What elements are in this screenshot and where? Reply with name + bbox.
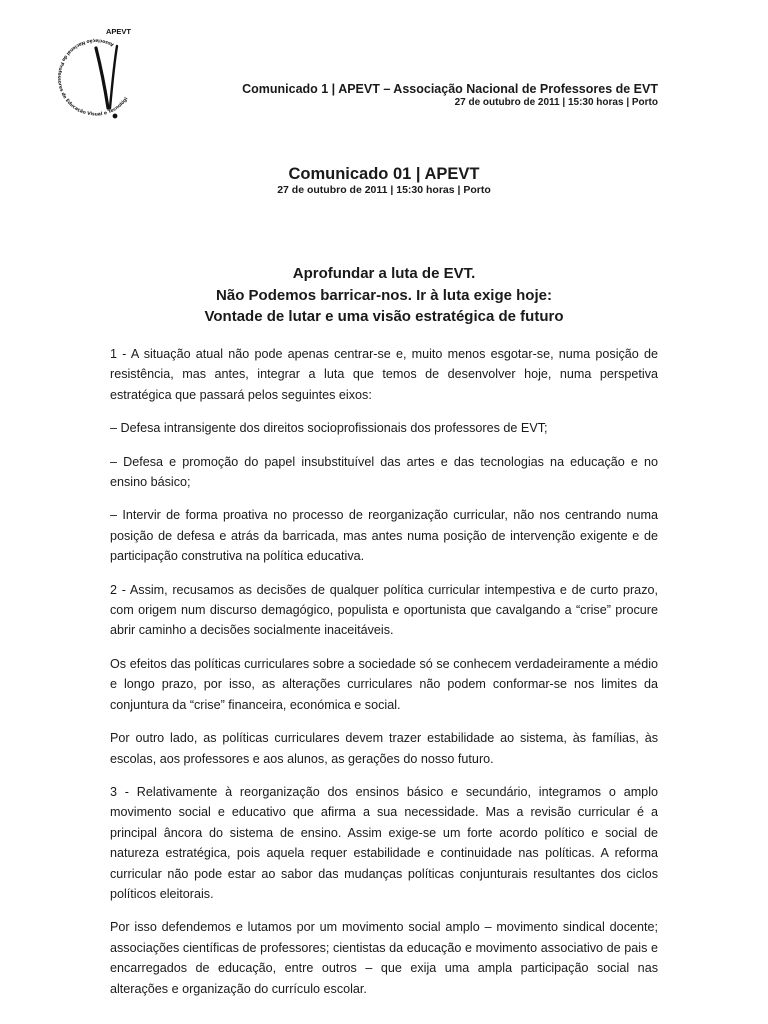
document-body (110, 344, 658, 1012)
paragraph: Por isso defendemos e lutamos por um movimento social amplo – movimento sindical docente; associações científicas de professores; cientistas da educação e movimento associativo de pais e encarregados de educação, entre outros – que exija uma ampla participação social nas alterações e organização do currículo escolar. (110, 920, 658, 996)
paragraph: Por outro lado, as políticas curriculares devem trazer estabilidade ao sistema, às famílias, às escolas, aos professores e aos alunos, as gerações do nosso futuro. (110, 731, 658, 766)
headline-line: Não Podemos barricar-nos. Ir à luta exige hoje: (216, 286, 552, 304)
paragraph: 3 - Relativamente à reorganização dos ensinos básico e secundário, integramos o amplo movimento social e educativo que afirma a sua necessidade. Mas a revisão curricular é a principal âncora do sistema de ensino. Assim exige-se um forte acordo político e social de natureza estratégica, pois aquela requer estabilidade e continuidade nas políticas. A reforma curricular não pode estar ao sabor das mudanças políticas conjunturais resultantes dos ciclos políticos eleitorais. (110, 784, 658, 901)
apevt-logo (44, 26, 140, 130)
logo-ring-text: Associação Nacional de Professores de Educação Visual e Tecnológi (55, 37, 130, 118)
title-main: Comunicado 01 | APEVT (288, 165, 480, 183)
document-title (0, 164, 768, 197)
paragraph: – Defesa intransigente dos direitos socioprofissionais dos professores de EVT; (110, 421, 548, 436)
paragraph: Os efeitos das políticas curriculares sobre a sociedade só se conhecem verdadeiramente a médio e longo prazo, por isso, as alterações curriculares não podem conformar-se nos limites da conjuntura da “crise” financeira, económica e social. (110, 656, 658, 712)
page-header (242, 82, 658, 109)
logo-name: APEVT (106, 27, 132, 36)
headline-line: Vontade de lutar e uma visão estratégica de futuro (204, 308, 564, 325)
headline-line: Aprofundar a luta de EVT. (292, 265, 476, 282)
paragraph: 2 - Assim, recusamos as decisões de qualquer política curricular intempestiva e de curto prazo, com origem num discurso demagógico, populista e oportunista que cavalgando a “crise” procure abrir caminho a decisões socialmente inaceitáveis. (110, 582, 658, 638)
title-date: 27 de outubro de 2011 | 15:30 horas | Porto (277, 184, 491, 196)
apevt-seal-icon (44, 26, 140, 130)
svg-text:Associação Nacional de Profess (44, 26, 130, 117)
headline (0, 263, 768, 328)
paragraph: – Defesa e promoção do papel insubstituível das artes e das tecnologias na educação e no ensino básico; (110, 454, 658, 490)
paragraph: – Intervir de forma proativa no processo de reorganização curricular, não nos centrando numa posição de defesa e atrás da barricada, mas antes numa posição de intervenção exigente e de participação construtiva na política educativa. (110, 508, 658, 564)
paragraph: 1 - A situação atual não pode apenas centrar-se e, muito menos esgotar-se, numa posição de resistência, mas antes, integrar a luta que temos de desenvolver hoje, numa perspetiva estratégica que passará pelos seguintes eixos: (110, 347, 658, 402)
header-title: Comunicado 1 | APEVT – Associação Nacional de Professores de EVT (242, 82, 658, 96)
header-date: 27 de outubro de 2011 | 15:30 horas | Porto (454, 97, 658, 108)
